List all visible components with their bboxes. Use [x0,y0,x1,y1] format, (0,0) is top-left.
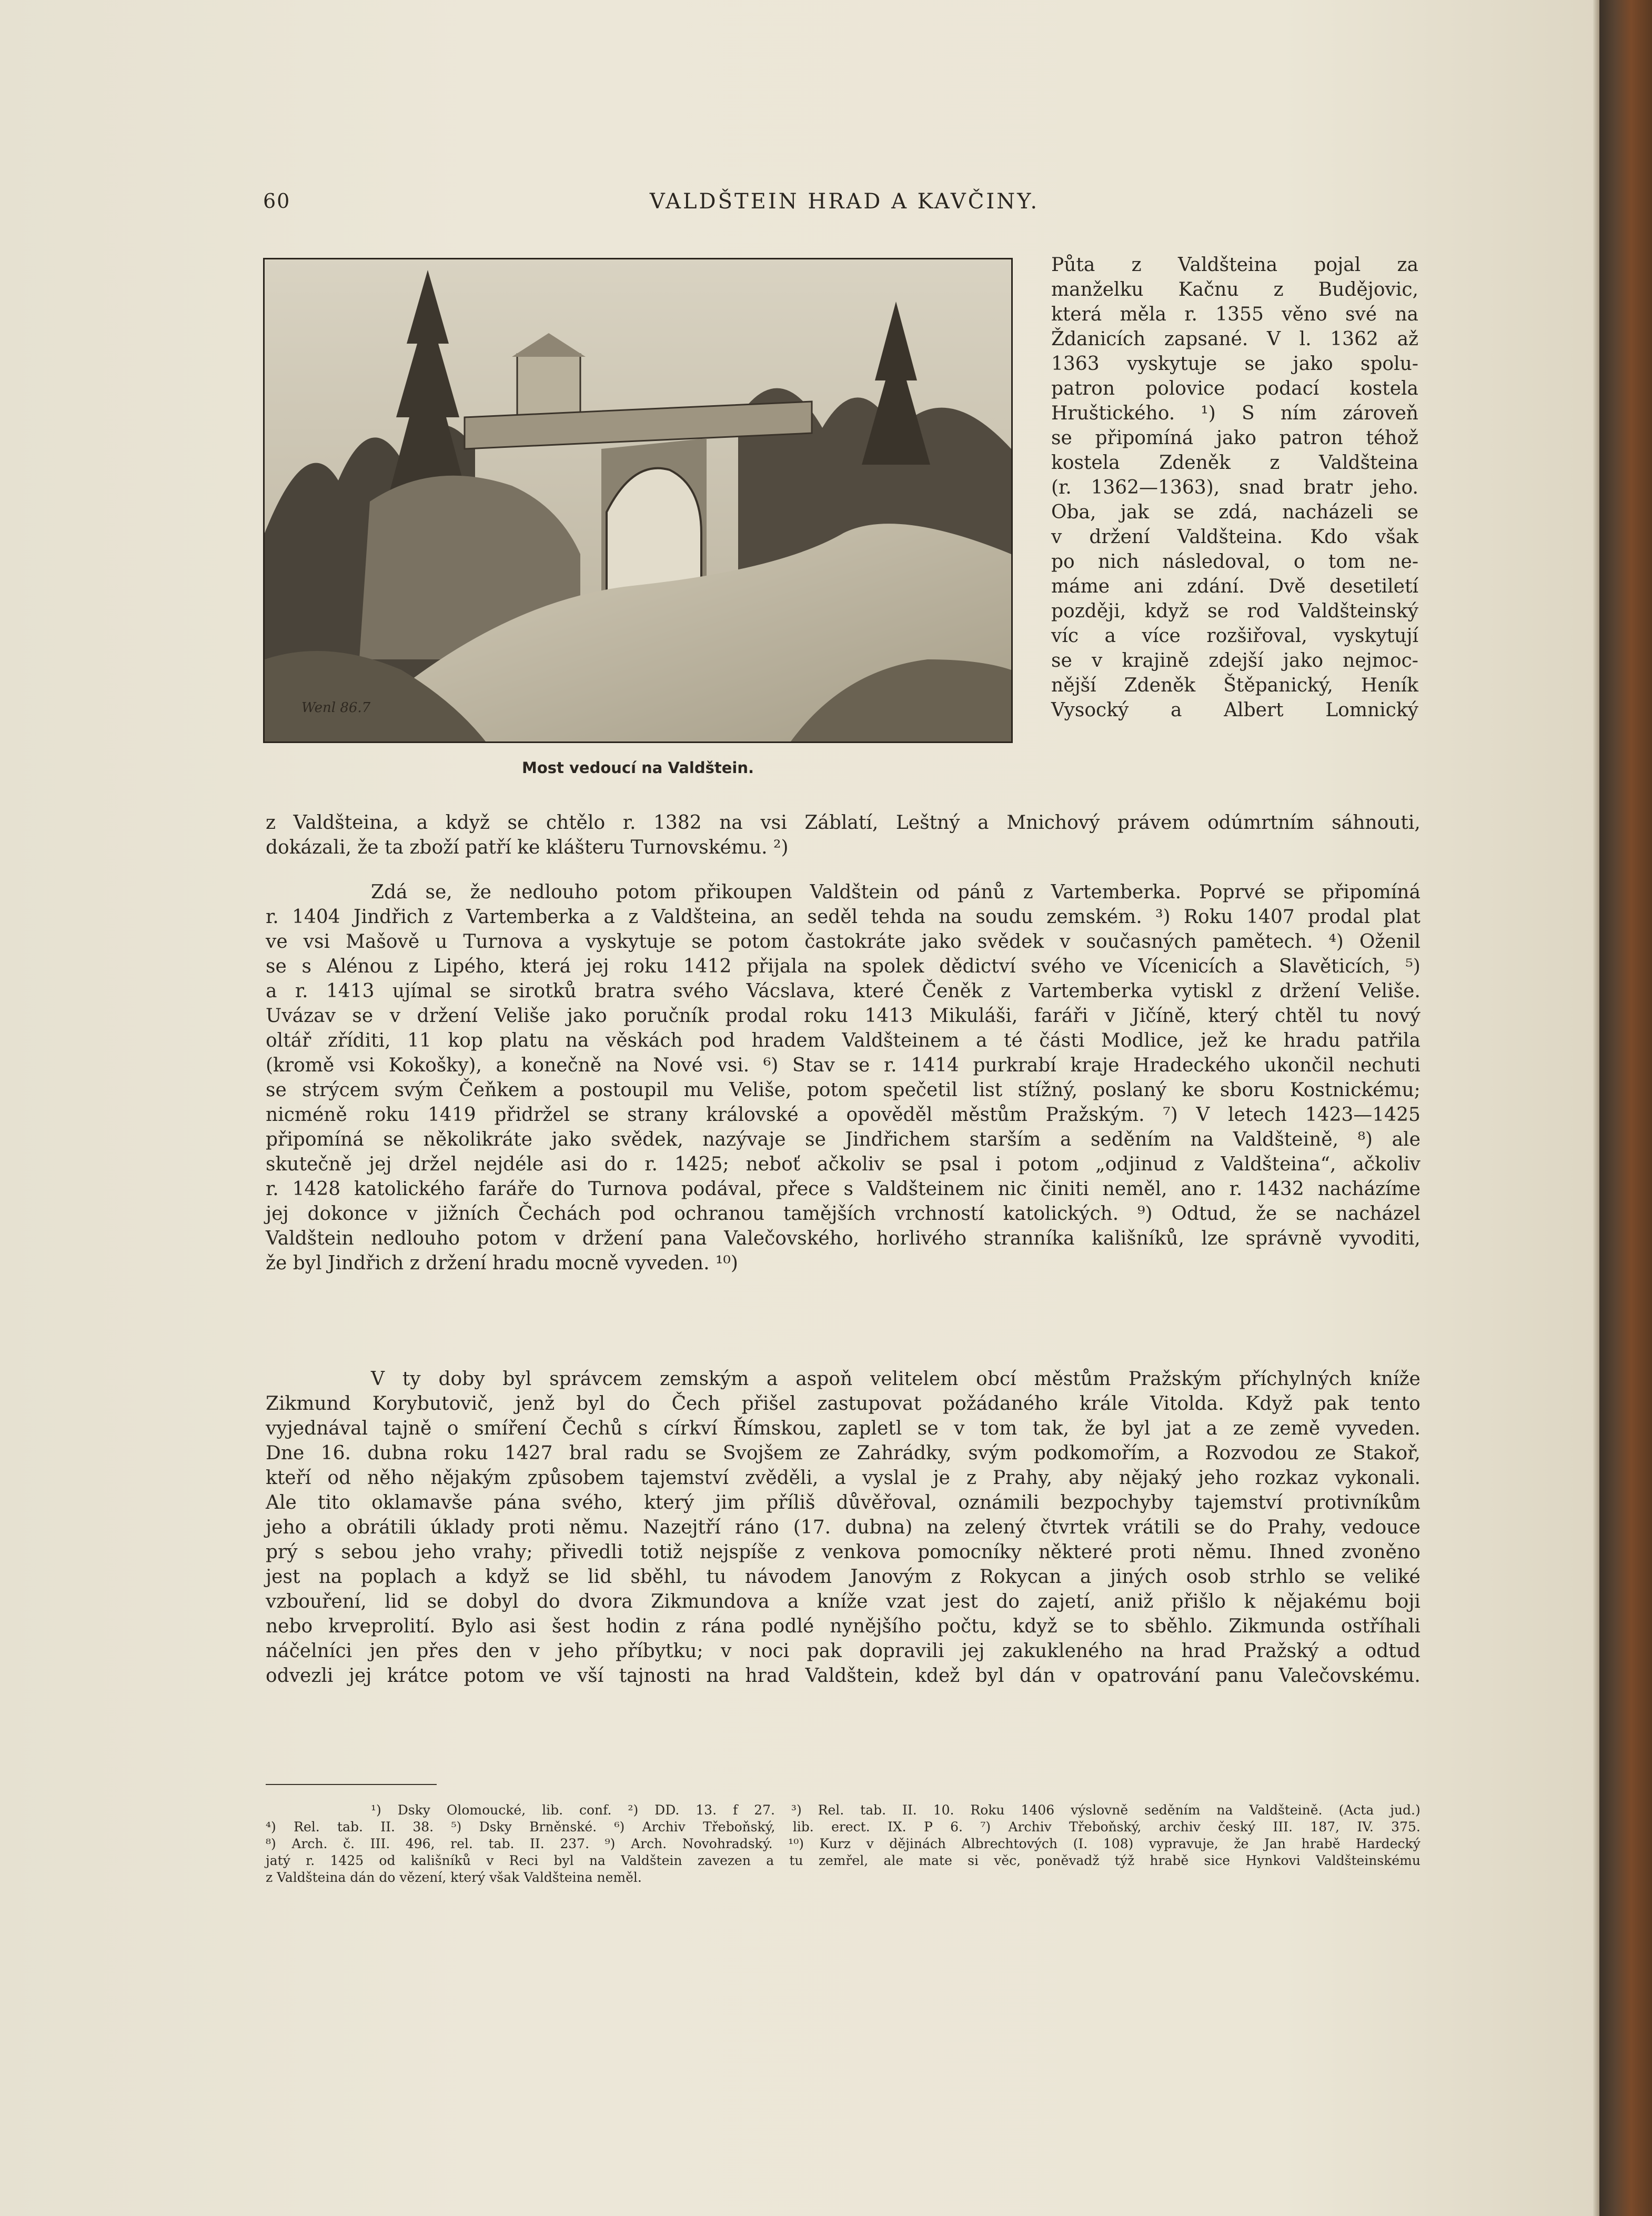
paragraph-korybut [266,1367,1421,1688]
side-line: nější Zdeněk Štěpanický, Heník [1051,675,1418,696]
text-line: jeho a obrátili úklady proti němu. Nazejtří ráno (17. dubna) na zelený čtvrtek vrátili se do Prahy, vedouce [266,1517,1421,1538]
footnote-line: z Valdšteina dán do vězení, který však Valdšteina neměl. [266,1870,642,1885]
artist-signature: Wenl 86.7 [301,700,371,716]
figure-caption: Most vedoucí na Valdštein. [522,759,754,777]
text-line: náčelníci jen přes den v jeho příbytku; v noci pak dopravili jej zakukleného na hrad Pražský a odtud [266,1640,1421,1662]
text-line: Uvázav se v držení Veliše jako poručník prodal roku 1413 Mikuláši, faráři v Jičíně, který chtěl tu nový [266,1005,1421,1027]
side-column [1051,253,1418,723]
text-line: r. 1428 katolického faráře do Turnova podával, přece s Valdšteinem nic činiti neměl, ano r. 1432 nacházíme [266,1178,1421,1200]
side-line: patron polovice podací kostela [1051,378,1418,399]
text-line: vyjednával tajně o smíření Čechů s církví Římskou, zapletl se v tom tak, že byl jat a ze země vyveden. [266,1418,1421,1439]
page-number: 60 [263,189,291,213]
side-line: máme ani zdání. Dvě desetiletí [1051,576,1418,597]
text-line: prý s sebou jeho vrahy; přivedli totiž nejspíše z venkova pomocníky některé proti němu. Ihned zvoněno [266,1541,1421,1563]
side-line: Oba, jak se zdá, nacházeli se [1051,502,1418,523]
text-line: dokázali, že ta zboží patří ke klášteru Turnovskému. ²) [266,837,789,858]
text-line: oltář zříditi, 11 kop platu na věskách pod hradem Valdšteinem a té části Modlice, jež ke hradu patřila [266,1030,1421,1051]
text-line: a r. 1413 ujímal se sirotků bratra svého Vácslava, které Čeněk z Vartemberka vytiskl z držení Veliše. [266,980,1421,1002]
side-line: víc a více rozšiřoval, vyskytují [1051,625,1418,647]
text-line: nebo krveprolití. Bylo asi šest hodin z rána podlé nynějšího počtu, když se to sběhlo. Zikmunda ostříhali [266,1616,1421,1637]
text-line: z Valdšteina, a když se chtělo r. 1382 na vsi Záblatí, Leštný a Mnichový právem odúmrtním sáhnouti, [266,812,1421,834]
side-line: manželku Kačnu z Budějovic, [1051,279,1418,300]
side-line: (r. 1362—1363), snad bratr jeho. [1051,477,1418,498]
text-line: Zikmund Korybutovič, jenž byl do Čech přišel zastupovat požádaného krále Vitolda. Když pak tento [266,1393,1421,1415]
text-line: kteří od něho nějakým způsobem tajemství zvěděli, a vyslal je z Prahy, aby nějaký jeho rozkaz vykonali. [266,1467,1421,1489]
text-line: V ty doby byl správcem zemským a aspoň velitelem obcí městům Pražským příchylných kníže [371,1368,1421,1390]
text-line: se s Alénou z Lipého, která jej roku 1412 přijala na spolek dědictví svého ve Vícenicích a Slavěticích, ⁵) [266,956,1421,977]
book-spine [1599,0,1652,2216]
text-line: r. 1404 Jindřich z Vartemberka a z Valdšteina, an seděl tehda na soudu zemském. ³) Roku 1407 prodal plat [266,906,1421,928]
side-line: Půta z Valdšteina pojal za [1051,254,1418,276]
page-header [263,189,1426,221]
text-line: Valdštein nedlouho potom v držení pana Valečovského, horlivého stranníka kališníků, lze správně vyvoditi, [266,1228,1421,1249]
footnote-line: jatý r. 1425 od kališníků v Reci byl na Valdštein zavezen a tu zemřel, ale mate si věc, poněvadž týž hrabě sice Hynkovi Valdšteinskému [266,1853,1421,1868]
footnote-line: ⁸) Arch. č. III. 496, rel. tab. II. 237. ⁹) Arch. Novohradský. ¹⁰) Kurz v dějinách Albrechtových (I. 108) vypravuje, že Jan hrabě Hardecký [266,1836,1421,1851]
engraving-scene [265,259,1011,741]
side-line: po nich následoval, o tom ne- [1051,551,1418,573]
side-line: Vysocký a Albert Lomnický [1051,699,1418,721]
footnote-line: ⁴) Rel. tab. II. 38. ⁵) Dsky Brněnské. ⁶) Archiv Třeboňský, lib. erect. IX. P 6. ⁷) Archiv Třeboňský, archiv český III. 187, IV. 375. [266,1819,1421,1834]
text-line: Dne 16. dubna roku 1427 bral radu se Svojšem ze Zahrádky, svým podkomořím, a Rozvodou ze Stakoř, [266,1442,1421,1464]
side-line: Hruštického. ¹) S ním zároveň [1051,403,1418,424]
text-line: jest na poplach a když se lid sběhl, tu návodem Janovým z Rokycan a jiných osob strhlo se veliké [266,1566,1421,1588]
footnote-rule [266,1784,437,1785]
text-line: se strýcem svým Čeňkem a postoupil mu Veliše, potom spečetil list stížný, poslaný ke sboru Kostnickému; [266,1079,1421,1101]
text-line: Zdá se, že nedlouho potom přikoupen Valdštein od pánů z Vartemberka. Poprvé se připomíná [371,881,1421,903]
footnotes [266,1802,1421,1886]
text-line: vzbouření, lid se dobyl do dvora Zikmundova a kníže vzat jest do zajetí, aniž přišlo k nějakému boji [266,1591,1421,1612]
side-line: Ždanicích zapsané. V l. 1362 až [1051,328,1418,350]
text-line: (kromě vsi Kokošky), a konečně na Nové vsi. ⁶) Stav se r. 1414 purkrabí kraje Hradeckého ukončil nechuti [266,1055,1421,1076]
paragraph-continuation [266,810,1421,860]
side-line: kostela Zdeněk z Valdšteina [1051,452,1418,474]
text-line: Ale tito oklamavše pána svého, který jim příliš důvěřoval, oznámili bezpochyby tajemství protivníkům [266,1492,1421,1513]
text-line: skutečně jej držel nejdéle asi do r. 1425; neboť ačkoliv se psal i potom „odjinud z Valdšteina“, ačkoliv [266,1154,1421,1175]
text-line: jej dokonce v jižních Čechách pod ochranou tamějších vrchností katolických. ⁹) Odtud, že se nacházel [266,1203,1421,1225]
illustration-bridge [263,258,1013,743]
paragraph-vartemberk [266,880,1421,1276]
text-line: odvezli jej krátce potom ve vší tajnosti na hrad Valdštein, kdež byl dán v opatrování panu Valečovskému. [266,1665,1421,1687]
side-line: později, když se rod Valdšteinský [1051,600,1418,622]
text-line: že byl Jindřich z držení hradu mocně vyveden. ¹⁰) [266,1252,738,1274]
side-line: která měla r. 1355 věno své na [1051,304,1418,325]
side-line: se připomíná jako patron téhož [1051,427,1418,449]
running-title: VALDŠTEIN HRAD A KAVČINY. [649,189,1040,214]
side-line: 1363 vyskytuje se jako spolu- [1051,353,1418,375]
footnote-line: ¹) Dsky Olomoucké, lib. conf. ²) DD. 13. f 27. ³) Rel. tab. II. 10. Roku 1406 výslovně seděním na Valdšteině. (Acta jud.) [371,1802,1421,1818]
text-line: nicméně roku 1419 přidržel se strany královské a opověděl městům Pražským. ⁷) V letech 1423—1425 [266,1104,1421,1126]
text-line: připomíná se několikráte jako svědek, nazývaje se Jindřichem starším a seděním na Valdšteině, ⁸) ale [266,1129,1421,1150]
side-line: se v krajině zdejší jako nejmoc- [1051,650,1418,671]
side-line: v držení Valdšteina. Kdo však [1051,526,1418,548]
text-line: ve vsi Mašově u Turnova a vyskytuje se potom častokráte jako svědek v současných pamětech. ⁴) Oženil [266,931,1421,952]
